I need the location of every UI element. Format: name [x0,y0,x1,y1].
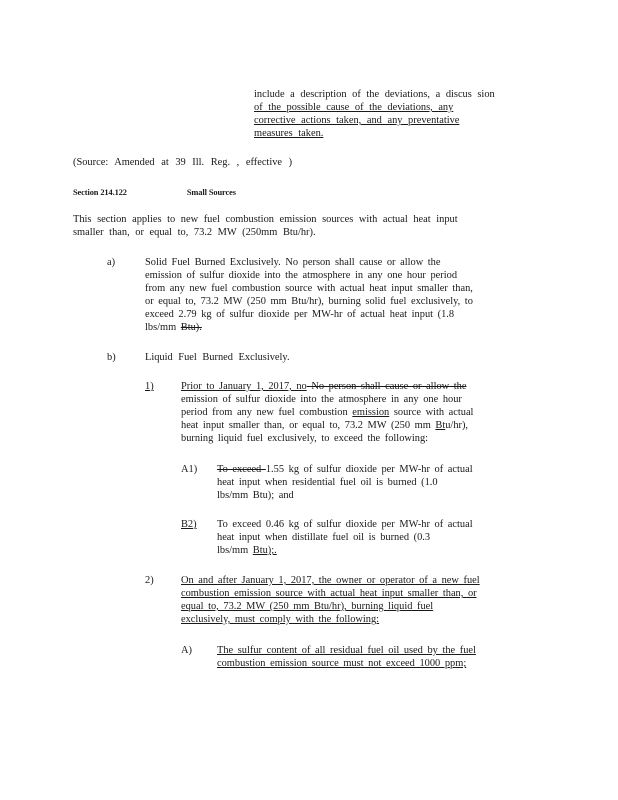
item-b1-text-part: source with actual [389,407,474,418]
item-b1-text-part: heat input smaller than, or equal to, 73.2 MW (250 mm [181,420,436,431]
item-a-line: Solid Fuel Burned Exclusively. No person shall cause or allow the [145,257,441,268]
item-A1-marker-text: A1) [181,464,198,475]
item-b1-line: emission of sulfur dioxide into the atmosphere in any one hour [181,394,462,405]
item-A1-marker [181,463,197,476]
continuation-line-added: measures taken. [254,128,324,139]
item-b-marker: b) [107,352,116,363]
item-b1-added: Prior to January 1, 2017, no [181,381,307,392]
section-title: Small Sources [186,188,236,197]
item-b2-marker: 2) [145,575,154,586]
item-b1-added: emission [352,407,390,418]
item-A1-text [217,463,473,502]
item-B2-line: heat input when distillate fuel oil is burned (0.3 [217,532,431,543]
item-b1-text [181,380,473,445]
item-A-text [217,644,476,670]
item-b2-line: combustion emission source with actual heat input smaller than, or [181,588,477,599]
item-b2-line: equal to, 73.2 MW (250 mm Btu/hr), burning liquid fuel [181,601,434,612]
item-B2-marker: B2) [181,519,197,530]
continuation-paragraph [254,88,495,140]
item-a-line: or equal to, 73.2 MW (250 mm Btu/hr), burning solid fuel exclusively, to [145,296,473,307]
item-B2-line [217,544,473,557]
item-b1-line [181,419,473,432]
item-A1-struck: To exceed [217,464,266,475]
item-a-unit: lbs/mm [145,322,181,333]
source-note: (Source: Amended at 39 Ill. Reg. , effective ) [73,157,293,168]
item-B2-added: Btu);. [252,545,277,556]
item-b2-line: exclusively, must comply with the following: [181,614,380,625]
item-A-line: combustion emission source must not exceed 1000 ppm; [217,658,467,669]
item-a-line [145,321,473,334]
item-b1-line: burning liquid fuel exclusively, to exceed the following: [181,433,429,444]
continuation-line-added: of the possible cause of the deviations, any [254,102,454,113]
intro-line: This section applies to new fuel combustion emission sources with actual heat input [73,214,458,225]
item-b1-text-part: period from any new fuel combustion [181,407,353,418]
item-A1-line: heat input when residential fuel oil is burned (1.0 [217,477,438,488]
item-b1-text-part: u/hr), [445,420,469,431]
item-b1-line [181,380,473,393]
item-a-marker: a) [107,257,116,268]
item-A1-text-part: 1.55 kg of sulfur dioxide per MW-hr of actual [265,464,473,475]
item-B2-text [217,518,473,557]
item-b1-line [181,406,473,419]
item-a-line: from any new fuel combustion source with actual heat input smaller than, [145,283,473,294]
section-heading [73,186,236,199]
item-B2-text-part: lbs/mm [217,545,253,556]
continuation-line: include a description of the deviations, a discus sion [254,89,495,100]
item-a-text [145,256,473,334]
intro-paragraph [73,213,458,239]
item-b-title: Liquid Fuel Burned Exclusively. [145,352,290,363]
intro-line: smaller than, or equal to, 73.2 MW (250mm Btu/hr). [73,227,316,238]
item-b2-text [181,574,480,626]
item-B2-line: To exceed 0.46 kg of sulfur dioxide per MW-hr of actual [217,519,473,530]
item-b1-struck: No person shall cause or allow the [306,381,467,392]
item-A1-line [217,463,473,476]
section-number: Section 214.122 [73,188,127,197]
item-a-unit-struck: Btu). [180,322,202,333]
item-A1-line: lbs/mm Btu); and [217,490,294,501]
item-A-marker: A) [181,645,192,656]
continuation-line-added: corrective actions taken, and any preventative [254,115,460,126]
item-A-line: The sulfur content of all residual fuel oil used by the fuel [217,645,476,656]
item-a-line: emission of sulfur dioxide into the atmosphere in any one hour period [145,270,458,281]
item-b1-marker: 1) [145,381,154,392]
item-a-line: exceed 2.79 kg of sulfur dioxide per MW-hr of actual heat input (1.8 [145,309,455,320]
item-b1-added: Bt [435,420,446,431]
item-b2-line: On and after January 1, 2017, the owner or operator of a new fuel [181,575,480,586]
